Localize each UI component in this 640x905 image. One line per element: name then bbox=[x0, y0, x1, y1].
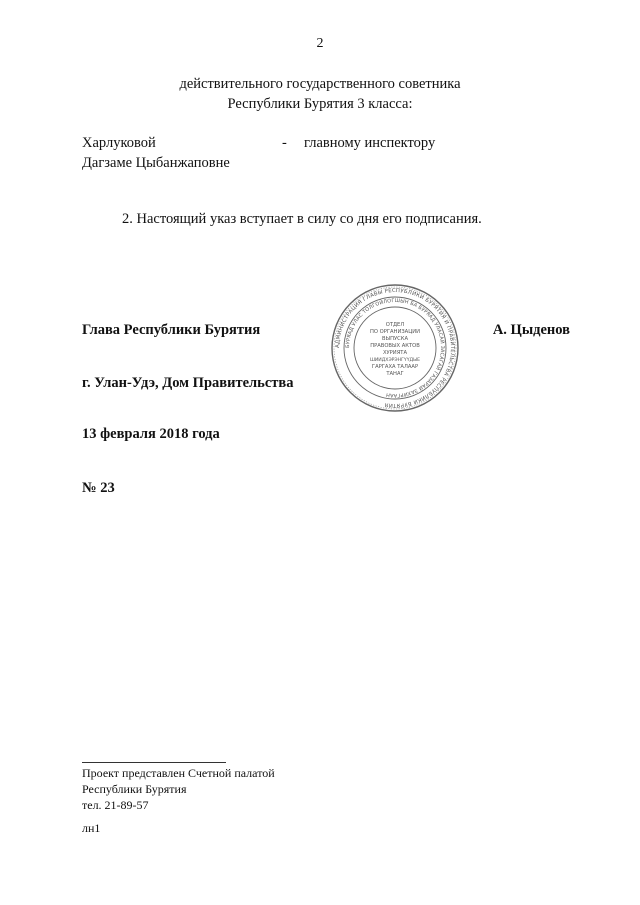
seal-line: ПРАВОВЫХ АКТОВ bbox=[370, 343, 420, 349]
appointee-surname: Харлуковой bbox=[82, 135, 156, 151]
footnote-line-1: Проект представлен Счетной палатой bbox=[82, 766, 275, 780]
signing-date: 13 февраля 2018 года bbox=[82, 426, 220, 442]
seal-line: ГАРГАХА ТАЛААР bbox=[371, 364, 419, 370]
seal-line: ОТДЕЛ bbox=[385, 322, 405, 328]
appointee-dash: - bbox=[282, 135, 287, 151]
seal-outer-ring-text: АДМИНИСТРАЦИЯ ГЛАВЫ РЕСПУБЛИКИ БУРЯТИЯ И ПРАВИТЕЛЬСТВА РЕСПУБЛИКИ БУРЯТИЯ bbox=[334, 287, 456, 409]
rank-title-line-1: действительного государственного советника bbox=[179, 76, 461, 92]
footnote-code: лн1 bbox=[82, 821, 101, 835]
appointee-given-names: Дагзаме Цыбанжаповне bbox=[82, 155, 230, 171]
rank-title-line-2: Республики Бурятия 3 класса: bbox=[227, 96, 413, 112]
head-name: А. Цыденов bbox=[492, 322, 570, 338]
official-seal bbox=[330, 283, 460, 413]
appointee-position: главному инспектору bbox=[304, 135, 436, 151]
seal-line: ВЫПУСКА bbox=[381, 336, 409, 342]
footnote-divider bbox=[82, 762, 226, 763]
footnote-phone: тел. 21-89-57 bbox=[82, 798, 149, 812]
seal-line: ТАНАГ bbox=[386, 371, 404, 377]
seal-line: ПО ОРГАНИЗАЦИИ bbox=[369, 329, 421, 335]
seal-line: ШИИДХЭРЭНГҮҮДЫЕ bbox=[369, 358, 421, 363]
signing-place: г. Улан-Удэ, Дом Правительства bbox=[82, 375, 294, 391]
seal-line: ХУРИЯТА bbox=[382, 350, 408, 356]
head-title: Глава Республики Бурятия bbox=[82, 322, 261, 338]
clause-2: 2. Настоящий указ вступает в силу со дня его подписания. bbox=[122, 211, 482, 227]
decree-number: № 23 bbox=[82, 480, 115, 496]
page-number: 2 bbox=[316, 36, 324, 51]
footnote-line-2: Республики Бурятия bbox=[82, 782, 187, 796]
seal-inner-ring-text: БУРЯАД УЛАС ТОЛГОЙЛОГШЫН БА БУРЯАД УЛАСАЙ ЗАСАГАЙ ГАЗАРАЙ ЗАХИРГААН bbox=[344, 297, 446, 399]
